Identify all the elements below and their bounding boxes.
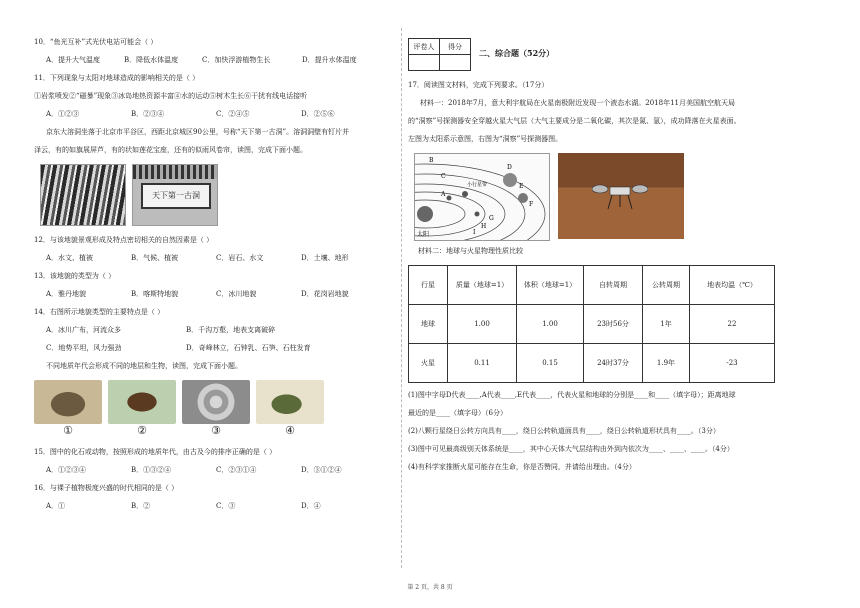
option: D．提升水体温度: [302, 56, 357, 64]
table-header-row: [409, 266, 775, 305]
option: B．降低水体温度: [124, 56, 179, 64]
option: A．提升大气温度: [46, 56, 101, 64]
fossil-number: ②: [137, 424, 147, 437]
table-cell: -23: [690, 344, 775, 383]
option: D．土壤、地形: [301, 254, 349, 262]
table-cell: 1.00: [448, 305, 517, 344]
option: A．水文、植被: [46, 254, 94, 262]
option: D．奇峰林立，石钟乳、石笋、石柱发育: [186, 344, 311, 352]
fossil-2: [108, 380, 176, 438]
option: C．②③①④: [216, 466, 257, 474]
option: B．气候、植被: [131, 254, 179, 262]
material-1-line-2: 的“洞察”号探测器安全穿越火星大气层（大气主要成分是二氧化碳，其次是氮、氩），成功降落在火星表面。: [408, 117, 741, 125]
label-i: I: [473, 229, 476, 236]
label-f: F: [529, 201, 534, 208]
option: B．①③②④: [131, 466, 172, 474]
score-cell[interactable]: [440, 55, 471, 71]
option: C．加快浮游植物生长: [202, 56, 271, 64]
cave-rock-photo: [40, 164, 126, 226]
score-header-score: 得分: [440, 39, 471, 55]
q16-options: [46, 502, 394, 511]
material-1-line-1: 材料一：2018年7月，意大利宇航局在火星南极附近发现一个液态水湖。2018年11月美国航空航天局: [420, 99, 735, 107]
planet-icon: [475, 212, 480, 217]
label-d: D: [507, 164, 512, 171]
q12-options: [46, 254, 394, 263]
table-cell: 24时37分: [584, 344, 643, 383]
cave-gate-photo: [132, 164, 218, 226]
table-cell: 地球: [409, 305, 448, 344]
option: A．①②③④: [46, 466, 87, 474]
table-cell: 0.11: [448, 344, 517, 383]
score-header-grader: 评卷人: [409, 39, 440, 55]
grader-cell[interactable]: [409, 55, 440, 71]
q14-options-row1: [46, 326, 394, 335]
lander-icon: [592, 177, 648, 211]
score-table: [408, 38, 471, 71]
option: C．②④⑤: [216, 110, 250, 118]
right-column: [408, 38, 828, 481]
cave-images: [40, 164, 394, 226]
option: A．①②③: [46, 110, 80, 118]
option: A．①: [46, 502, 66, 510]
insight-lander-photo: [558, 153, 684, 239]
planet-icon: [462, 191, 468, 197]
passage-fossil: 不同地质年代会形成不同的地层和生物，读图，完成下面小题。: [46, 362, 242, 370]
option: B．千沟万壑，地表支离破碎: [186, 326, 276, 334]
planet-d-icon: [503, 173, 517, 187]
fossil-1: [34, 380, 102, 438]
table-row: [409, 305, 775, 344]
label-sun: 太阳: [417, 231, 430, 238]
question-11: 11．下列现象与太阳对地球造成的影响相关的是（ ）: [34, 74, 200, 82]
label-g: G: [489, 215, 494, 222]
label-c: C: [441, 173, 446, 180]
option: C．③: [216, 502, 236, 510]
sub-question-3: (3)图中可见最高级别天体系统是____，其中心天体大气层结构由外到内依次为____、____、____。（4分）: [408, 445, 734, 453]
table-header: 公转周期: [643, 266, 690, 305]
option: D．④: [301, 502, 321, 510]
planet-icon: [518, 193, 528, 203]
label-asteroid-belt: 小行星带: [467, 182, 488, 188]
sun-icon: [417, 206, 433, 222]
sub-question-1b: 最近的是____（填字母）（6分）: [408, 409, 507, 417]
mammoth-image: [108, 380, 176, 424]
fossil-number: ①: [63, 424, 73, 437]
score-box: [408, 38, 828, 71]
table-cell: 1.9年: [643, 344, 690, 383]
question-12: 12．与该地貌景观形成及特点密切相关的自然因素是（ ）: [34, 236, 214, 244]
solar-system-svg: [415, 154, 549, 240]
table-cell: 火星: [409, 344, 448, 383]
passage-cave-2: 泽云，有的如旗展屏芦，有的状如莲花宝座，还有的似雨风卷帘，读图，完成下面小题。: [34, 146, 307, 154]
planet-icon: [447, 196, 452, 201]
q15-options: [46, 466, 394, 475]
table-header: 地表均温（℃）: [690, 266, 775, 305]
passage-cave-1: 京东大溶洞坐落于北京市平谷区，西距北京城区90公里，号称“天下第一古洞”。溶洞洞壁有钉片并: [46, 128, 350, 136]
table-cell: 1年: [643, 305, 690, 344]
sub-question-2: (2)八颗行星绕日公转方向具有____，绕日公转轨道面具有____，绕日公转轨道形状具有____。（3分）: [408, 427, 720, 435]
question-16: 16．与裸子植物极度兴盛的时代相同的是（ ）: [34, 484, 179, 492]
fossil-number: ③: [211, 424, 221, 437]
left-column: [34, 38, 394, 520]
planet-comparison-table: [408, 265, 775, 383]
label-b: B: [429, 157, 434, 164]
option: C．岩石、水文: [216, 254, 264, 262]
table-header: 体积（地球=1）: [517, 266, 584, 305]
dinosaur-image: [256, 380, 324, 424]
gate-plaque: 天下第一古洞: [141, 183, 211, 209]
option: A．雅丹地貌: [46, 290, 87, 298]
q13-options: [46, 290, 394, 299]
question-15: 15．图中的化石或动物，按照形成的地质年代，由古及今的排序正确的是（ ）: [34, 448, 277, 456]
option: C．冰川地貌: [216, 290, 257, 298]
question-10: 10．“鱼光互补”式光伏电站可能会（ ）: [34, 38, 158, 46]
label-a: A: [441, 191, 446, 198]
question-17: 17．阅读图文材料，完成下列要求。（17分）: [408, 81, 549, 89]
option: D．②⑤⑥: [301, 110, 335, 118]
fossil-4: [256, 380, 324, 438]
figures: [414, 153, 828, 241]
material-1-line-3: 左图为太阳系示意图，右图为“洞察”号探测器图。: [408, 135, 563, 143]
table-header: 质量（地球=1）: [448, 266, 517, 305]
sub-question-1a: (1)图中字母D代表____,A代表____,E代表____，代表火星和地球的分别是____和____（填字母）；距离地球: [408, 391, 736, 399]
option: B．②③④: [131, 110, 165, 118]
table-header: 自转周期: [584, 266, 643, 305]
solar-system-diagram: [414, 153, 550, 241]
table-cell: 1.00: [517, 305, 584, 344]
table-header: 行星: [409, 266, 448, 305]
table-cell: 22: [690, 305, 775, 344]
section-title: 二、综合题（52分）: [479, 48, 555, 58]
trilobite-image: [34, 380, 102, 424]
q11-list: ①岩浆喷发②“磁暴”现象③冰岛地热资源丰富④水的运动⑤树木生长⑥干扰有线电话接听: [34, 92, 308, 100]
q14-options-row2: [46, 344, 394, 353]
gate-roof: [133, 165, 217, 179]
option: B．喀斯特地貌: [131, 290, 179, 298]
label-h: H: [481, 223, 487, 230]
option: D．③①②④: [301, 466, 342, 474]
fossil-3: [182, 380, 250, 438]
q10-options: [46, 56, 394, 65]
table-cell: 23时56分: [584, 305, 643, 344]
question-14: 14．右图所示地貌类型的主要特点是（ ）: [34, 308, 165, 316]
q11-options: [46, 110, 394, 119]
label-e: E: [519, 183, 524, 190]
material-2: 材料二：地球与火星物理性质比较: [418, 247, 523, 255]
option: C．地势平坦，风力强劲: [46, 344, 122, 352]
fossil-number: ④: [285, 424, 295, 437]
table-row: [409, 344, 775, 383]
table-cell: 0.15: [517, 344, 584, 383]
ammonite-image: [182, 380, 250, 424]
column-divider: [401, 28, 402, 568]
question-13: 13．该地貌的类型为（ ）: [34, 272, 116, 280]
page-footer: 第 2 页，共 8 页: [407, 584, 453, 591]
option: A．冰川广布，河流众多: [46, 326, 122, 334]
option: B．②: [131, 502, 151, 510]
option: D．花岗岩地貌: [301, 290, 349, 298]
fossil-images: [34, 380, 394, 438]
sub-question-4: (4)有科学家推断火星可能存在生命，你是否赞同，并请给出理由。（4分）: [408, 463, 636, 471]
